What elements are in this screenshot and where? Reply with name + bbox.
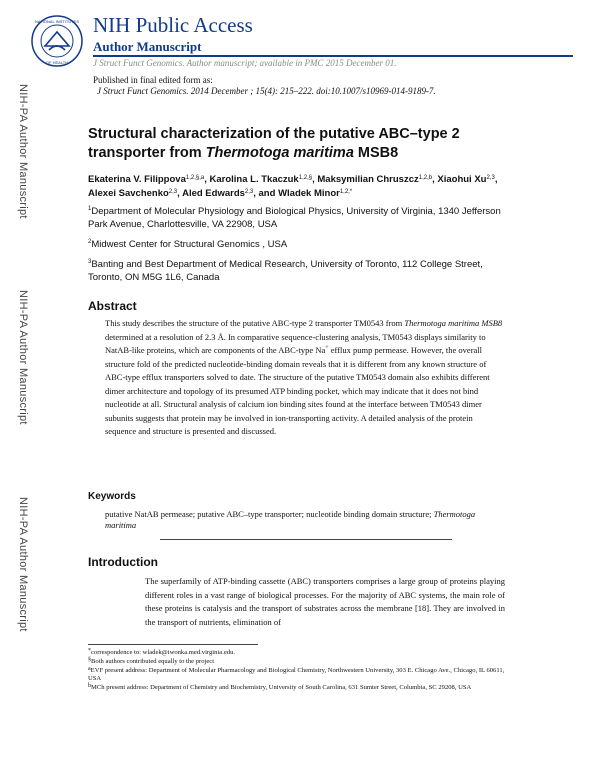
footnote (88, 649, 518, 658)
author-name: Xiaohui Xu (437, 174, 487, 185)
footnote (88, 658, 518, 667)
author-sep: , (494, 174, 498, 185)
published-label: Published in final edited form as: (93, 75, 213, 85)
author-affil: 1,2,b (418, 175, 433, 181)
affiliation-text: Department of Molecular Physiology and Biological Physics, University of Virginia, 1340 Jefferson Park Avenue, Charlottesville, VA 22908, USA (88, 206, 501, 230)
sidebar-label-bottom: NIH-PA Author Manuscript (17, 497, 29, 632)
author-affil: 2,3 (244, 189, 254, 195)
title-text: Structural characterization of the putative ABC–type 2 transporter from (88, 126, 460, 161)
footnote-text: correspondence to: wladek@iwonka.med.virginia.edu. (91, 649, 236, 656)
author-name: Aled Edwards (182, 188, 245, 199)
author-affil: 1,2,* (339, 189, 353, 195)
citation: J Struct Funct Genomics. 2014 December ; 15(4): 215–222. doi:10.1007/s10969-014-9189-7. (97, 86, 436, 96)
keywords-heading: Keywords (88, 491, 136, 502)
author-name: Wladek Minor (278, 188, 340, 199)
footnote-text: EVF present address: Department of Molecular Pharmacology and Biological Chemistry, Northwestern University, 303 E. Chicago Ave., Chicago, IL 60611, USA (88, 666, 505, 683)
footnote-rule (88, 644, 258, 645)
sidebar-label-top: NIH-PA Author Manuscript (17, 84, 29, 219)
author-name: Ekaterina V. Filippova (88, 174, 186, 185)
title-species: Thermotoga maritima (205, 145, 354, 161)
affiliation (88, 205, 518, 231)
abstract-heading: Abstract (88, 299, 137, 313)
affiliation (88, 258, 518, 284)
author-list (88, 173, 508, 201)
author-name: Karolina L. Tkaczuk (209, 174, 299, 185)
introduction-body: The superfamily of ATP-binding cassette (ABC) transporters comprises a large group of proteins playing different roles in a vast range of biological processes. For the majority of ABC systems, the main role of these proteins is catalysis and the transport of substrates across the membrane [18]. They are involved in the transport of nutrients, elimination of (145, 576, 505, 627)
footnote-mark: b (88, 683, 91, 690)
keywords-list (105, 509, 505, 531)
footnote (88, 684, 518, 693)
author-name: Maksymilian Chruszcz (317, 174, 419, 185)
header-rule (93, 55, 573, 57)
introduction-heading: Introduction (88, 555, 158, 569)
author-sep: , and (253, 188, 279, 199)
affiliation-number: 3 (88, 259, 92, 265)
abstract-text: efflux pump permease. However, the overall structure fold of the predicted nucleotide-binding domain reveals that it is different from any known structure of ABC-type efflux transporters solved to date. The structure of the putative TM0543 domain also exhibits different dimer architecture and topology of its presumed ATP binding pocket, which may indicate that it does not bind nucleotide at all. Structural analysis of calcium ion binding sites found at the interface between TM0543 dimer subunits suggests that protein may be involved in ion-transporting activity. A detailed analysis of the protein sequence and structure is presented and discussed. (105, 345, 490, 436)
footnote-mark: a (88, 665, 91, 672)
section-divider (160, 539, 452, 540)
sodium-charge: + (325, 345, 329, 351)
affiliation-number: 1 (88, 206, 92, 212)
sidebar-label-middle: NIH-PA Author Manuscript (17, 290, 29, 425)
title-strain: MSB8 (353, 145, 399, 161)
footnote-mark: § (88, 656, 91, 663)
affiliation-text: Banting and Best Department of Medical Research, University of Toronto, 112 College Street, Toronto, ON M5G 1L6, Canada (88, 259, 483, 283)
keywords-text: putative NatAB permease; putative ABC–type transporter; nucleotide binding domain structure; (105, 509, 434, 519)
footnote-mark: * (88, 648, 91, 654)
seal-text-bottom: OF HEALTH (45, 60, 69, 65)
footnotes (88, 649, 518, 693)
footnote-text: Both authors contributed equally to the project (91, 657, 215, 665)
footnote-text: MCh present address: Department of Chemistry and Biochemistry, University of South Carolina, 631 Sumter Street, Columbia, SC 29208, USA (91, 684, 472, 692)
seal-text-top: NATIONAL INSTITUTES (34, 19, 80, 24)
author-sep: , (177, 188, 183, 199)
nih-seal-logo (30, 14, 84, 68)
author-affil: 1,2,§ (298, 175, 313, 181)
abstract-text: determined at a resolution of 2.3 Å. In comparative sequence-clustering analysis, TM0543 displays similarity to NatAB-like proteins, which are components of the ABC-type Na (105, 331, 486, 355)
author-affil: 1,2,§,a (185, 175, 205, 181)
author-affil: 2,3 (168, 189, 178, 195)
abstract-text: This study describes the structure of the putative ABC-type 2 transporter TM0543 from (105, 318, 405, 328)
author-sep: , (312, 174, 318, 185)
author-sep: , (432, 174, 438, 185)
affiliation-number: 2 (88, 239, 92, 245)
repository-title: NIH Public Access (93, 13, 253, 37)
article-title (88, 125, 508, 163)
author-sep: , (204, 174, 210, 185)
abstract-species: Thermotoga maritima MSB8 (404, 318, 503, 328)
author-name: Alexei Savchenko (88, 188, 169, 199)
keywords-species: Thermotoga maritima (105, 509, 476, 530)
affiliation-text: Midwest Center for Structural Genomics , USA (91, 239, 288, 250)
author-affil: 2,3 (486, 175, 495, 181)
availability-note: J Struct Funct Genomics. Author manuscript; available in PMC 2015 December 01. (93, 58, 397, 68)
affiliation (88, 238, 518, 251)
manuscript-label: Author Manuscript (93, 39, 202, 54)
footnote (88, 667, 518, 685)
abstract-body (105, 317, 503, 439)
